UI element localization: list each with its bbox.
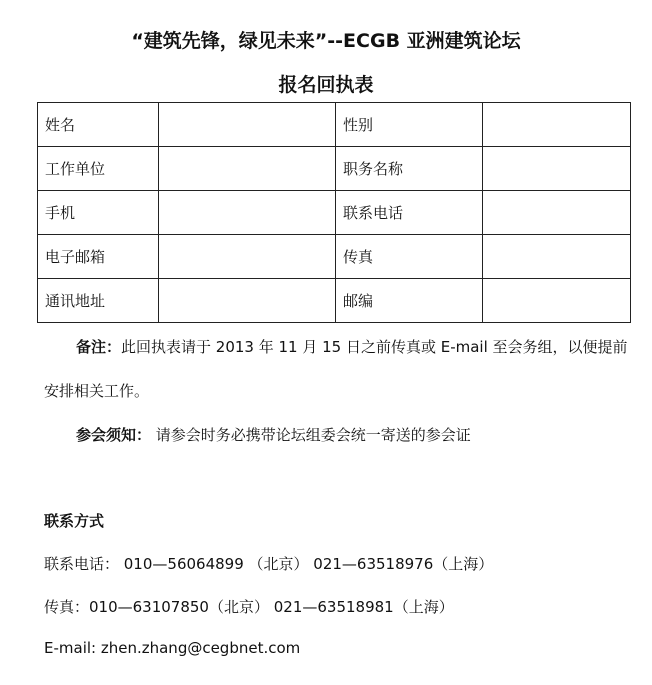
table-row: [38, 235, 631, 279]
field-label: 手机: [38, 191, 159, 235]
remark-label: 备注：: [76, 338, 122, 356]
notice-text: 请参会时务必携带论坛组委会统一寄送的参会证: [151, 426, 471, 444]
field-value[interactable]: [159, 147, 336, 191]
table-row: [38, 191, 631, 235]
field-label: 通讯地址: [38, 279, 159, 323]
form-subtitle: 报名回执表: [278, 74, 374, 96]
remark-text: 此回执表请于 2013 年 11 月 15 日之前传真或 E-mail 至会务组，以便提前: [121, 338, 628, 356]
field-value[interactable]: [483, 279, 631, 323]
field-label: 邮编: [336, 279, 483, 323]
registration-table: [37, 102, 631, 323]
contact-heading: 联系方式: [44, 512, 105, 530]
contact-fax: 传真：010—63107850（北京） 021—63518981（上海）: [44, 598, 454, 616]
table-row: [38, 147, 631, 191]
notice-label: 参会须知：: [76, 426, 152, 444]
notice-line: [76, 424, 471, 445]
field-label: 职务名称: [336, 147, 483, 191]
form-title: “建筑先锋，绿见未来”--ECGB 亚洲建筑论坛: [131, 30, 521, 52]
field-label: 工作单位: [38, 147, 159, 191]
field-value[interactable]: [159, 103, 336, 147]
field-value[interactable]: [483, 235, 631, 279]
field-value[interactable]: [159, 235, 336, 279]
table-row: [38, 103, 631, 147]
field-label: 联系电话: [336, 191, 483, 235]
contact-phone: 联系电话： 010—56064899 （北京） 021—63518976（上海）: [44, 555, 494, 573]
remark-text-continued: 安排相关工作。: [44, 382, 150, 400]
table-row: [38, 279, 631, 323]
field-value[interactable]: [483, 103, 631, 147]
field-value[interactable]: [483, 191, 631, 235]
field-value[interactable]: [483, 147, 631, 191]
field-label: 性别: [336, 103, 483, 147]
field-value[interactable]: [159, 279, 336, 323]
remark-line: [76, 336, 628, 357]
field-value[interactable]: [159, 191, 336, 235]
contact-email[interactable]: E-mail: zhen.zhang@cegbnet.com: [44, 639, 301, 657]
field-label: 传真: [336, 235, 483, 279]
field-label: 姓名: [38, 103, 159, 147]
field-label: 电子邮箱: [38, 235, 159, 279]
